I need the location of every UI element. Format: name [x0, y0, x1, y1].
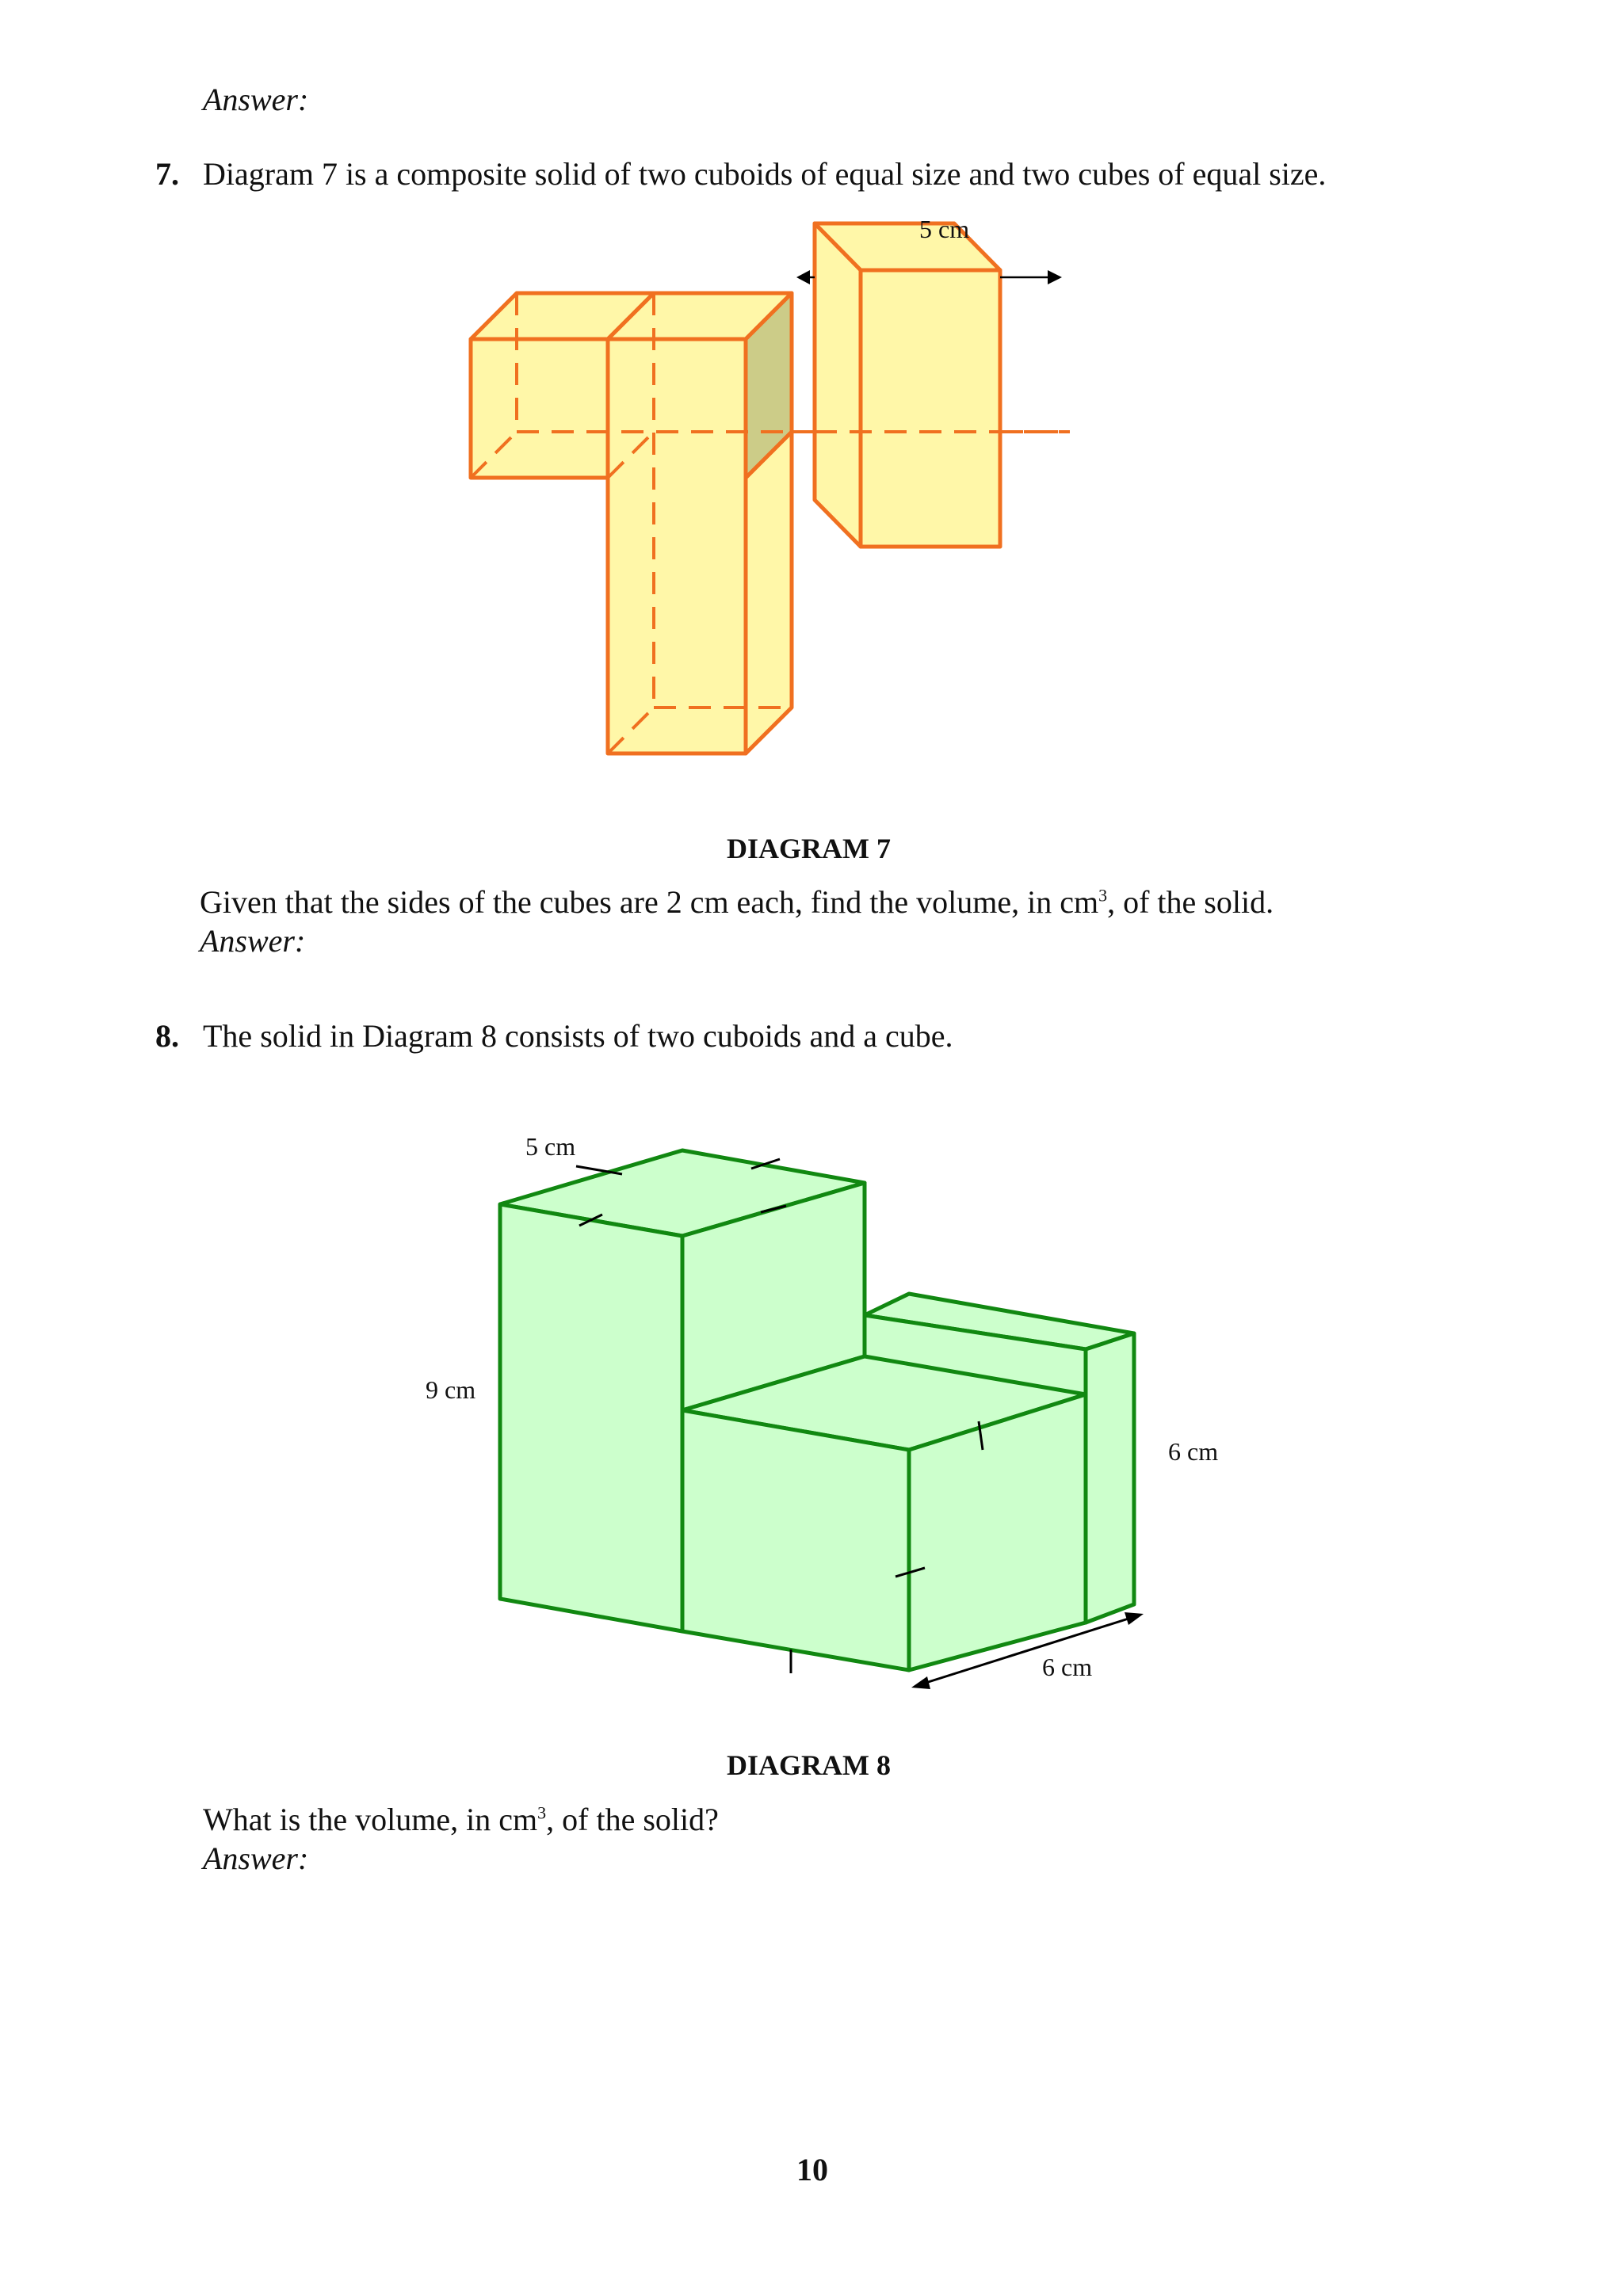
- previous-answer-label: Answer:: [203, 82, 309, 117]
- tall-cuboid-left-face: [500, 1204, 682, 1631]
- arrow-bottom-right-head: [1125, 1612, 1144, 1625]
- arrow-bottom-left-head: [911, 1676, 930, 1689]
- label-6cm-right: 6 cm: [1168, 1437, 1219, 1466]
- diagram-7-caption: DIAGRAM 7: [727, 833, 891, 864]
- page-number: 10: [796, 2152, 828, 2187]
- back-cuboid-right-face: [1086, 1333, 1134, 1623]
- question-8-prompt: What is the volume, in $cm^3$, of the solid?: [203, 1802, 719, 1837]
- diagram-8-caption: DIAGRAM 8: [727, 1749, 891, 1781]
- label-6cm-bottom: 6 cm: [1042, 1653, 1093, 1681]
- question-8-answer-label: Answer:: [203, 1840, 309, 1876]
- question-7-answer-label: Answer:: [200, 923, 306, 959]
- question-8-number: 8.: [155, 1018, 179, 1054]
- dimension-label-5cm: 5 cm: [919, 215, 970, 243]
- question-7-number: 7.: [155, 156, 179, 192]
- label-5cm: 5 cm: [525, 1132, 576, 1161]
- question-8-text: The solid in Diagram 8 consists of two cuboids and a cube.: [203, 1018, 953, 1054]
- question-7-text: Diagram 7 is a composite solid of two cuboids of equal size and two cubes of equal size.: [203, 156, 1327, 192]
- question-7-prompt: Given that the sides of the cubes are 2 cm each, find the volume, in $cm^3$, of the solid.: [200, 884, 1274, 920]
- cube-left-face: [682, 1410, 909, 1670]
- label-9cm: 9 cm: [426, 1375, 476, 1404]
